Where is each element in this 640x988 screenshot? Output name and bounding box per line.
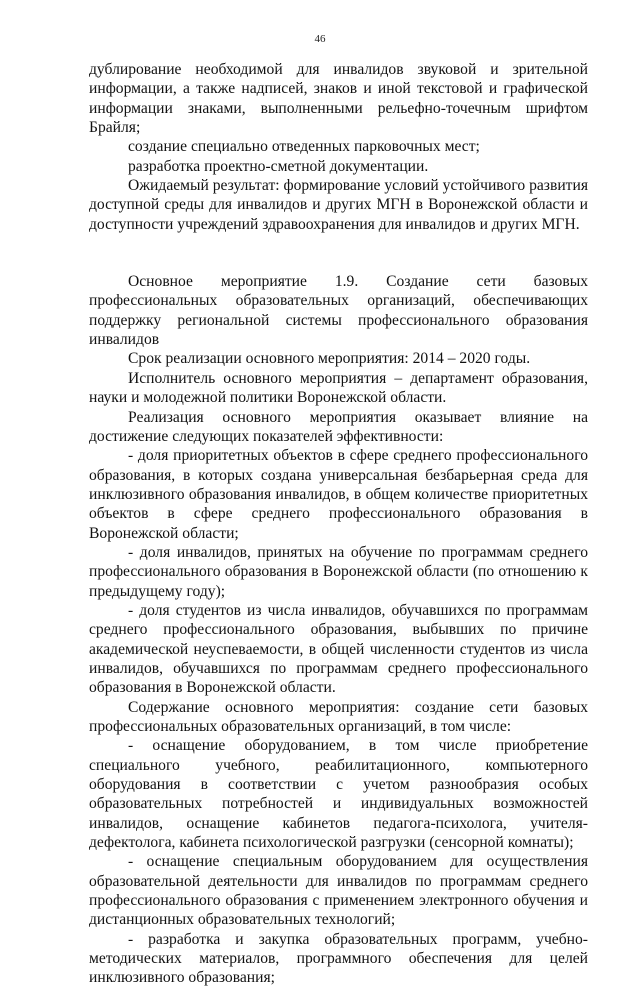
paragraph: - доля приоритетных объектов в сфере среднего профессионального образования, в которых создана универсальная безбарьерная среда для инклюзивного образования инвалидов, в общем количестве приоритетных объектов в сфере среднего профессионального образования в Воронежской области; bbox=[89, 447, 588, 542]
paragraph: Содержание основного мероприятия: создание сети базовых профессиональных образовательных организаций, в том числе: bbox=[89, 698, 588, 735]
document-body bbox=[89, 60, 588, 988]
paragraph: - доля инвалидов, принятых на обучение по программам среднего профессионального образования в Воронежской области (по отношению к предыдущему году); bbox=[89, 543, 588, 600]
paragraph: Реализация основного мероприятия оказывает влияние на достижение следующих показателей эффективности: bbox=[89, 408, 588, 445]
paragraph: Исполнитель основного мероприятия – департамент образования, науки и молодежной политики Воронежской области. bbox=[89, 369, 588, 407]
paragraph: - доля студентов из числа инвалидов, обучавшихся по программам среднего профессионального образования, выбывших по причине академической неуспеваемости, в общей численности студентов из числа инвалидов, обучавшихся по программам среднего профессионального образования в Воронежской области. bbox=[89, 601, 588, 697]
paragraph: - разработка и закупка образовательных программ, учебно-методических материалов, программного обеспечения для целей инклюзивного образования; bbox=[89, 930, 588, 987]
page-number: 46 bbox=[314, 33, 326, 45]
paragraph: Основное мероприятие 1.9. Создание сети базовых профессиональных образовательных организаций, обеспечивающих поддержку региональной системы профессионального образования инвалидов bbox=[89, 273, 588, 349]
paragraph: - оснащение специальным оборудованием для осуществления образовательной деятельности для инвалидов по программам среднего профессионального образования с применением электронного обучения и дистанционных образовательных технологий; bbox=[89, 853, 588, 929]
paragraph: создание специально отведенных парковочных мест; bbox=[128, 138, 480, 156]
paragraph: - оснащение оборудованием, в том числе приобретение специального учебного, реабилитационного, компьютерного оборудования в соответствии с учетом разнообразия особых образовательных потребностей и индивидуальных возможностей инвалидов, оснащение кабинетов педагога-психолога, учителя-дефектолога, кабинета психологической разгрузки (сенсорной комнаты); bbox=[89, 737, 588, 852]
paragraph-spacer bbox=[89, 234, 588, 272]
paragraph: Срок реализации основного мероприятия: 2014 – 2020 годы. bbox=[128, 350, 531, 368]
paragraph: дублирование необходимой для инвалидов звуковой и зрительной информации, а также надписей, знаков и иной текстовой и графической информации знаками, выполненными рельефно-точечным шрифтом Брайля; bbox=[89, 61, 588, 137]
paragraph: разработка проектно-сметной документации. bbox=[128, 157, 429, 175]
paragraph: Ожидаемый результат: формирование условий устойчивого развития доступной среды для инвалидов и других МГН в Воронежской области и доступности учреждений здравоохранения для инвалидов и других МГН. bbox=[89, 177, 588, 233]
